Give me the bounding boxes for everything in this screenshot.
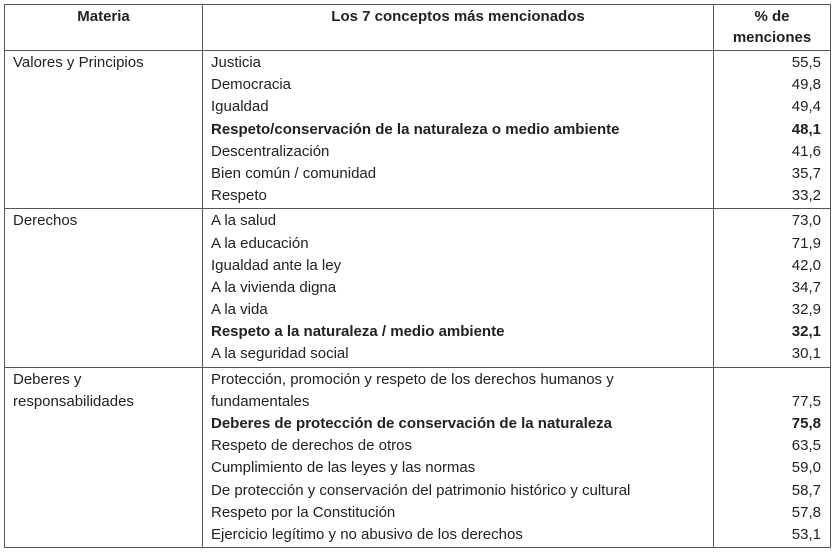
header-materia-label: Materia (77, 8, 130, 25)
percentage-value: 75,8 (791, 415, 821, 432)
percentage-value: 41,6 (791, 142, 821, 160)
table-body (5, 51, 831, 548)
concept-item: Bien común / comunidad (211, 164, 377, 182)
concept-item: A la educación (211, 234, 309, 252)
concept-item: Cumplimiento de las leyes y las normas (211, 459, 476, 477)
concept-item: Respeto por la Constitución (211, 503, 396, 521)
table-container (4, 4, 831, 548)
concept-item: Deberes de protección de conservación de la naturaleza (211, 415, 612, 432)
header-porcentaje-line1: % de (754, 8, 790, 25)
concept-item: fundamentales (211, 392, 310, 410)
percentage-value: 33,2 (791, 187, 821, 205)
concept-item: A la salud (211, 212, 277, 230)
materia-label: Deberes y (13, 370, 82, 388)
materia-cell (5, 367, 203, 548)
percentage-value: 30,1 (791, 345, 821, 363)
concepts-cell (203, 209, 714, 367)
concept-item: Respeto (211, 187, 267, 205)
concepts-cell (203, 367, 714, 548)
header-materia (5, 5, 203, 51)
materia-cell (5, 51, 203, 209)
concept-item: Igualdad ante la ley (211, 256, 342, 274)
percentage-value: 77,5 (791, 392, 821, 410)
concept-item: Ejercicio legítimo y no abusivo de los derechos (211, 525, 523, 543)
header-row (5, 5, 831, 51)
concept-item: Igualdad (211, 98, 269, 116)
values-cell (714, 51, 831, 209)
percentage-value: 49,8 (791, 76, 821, 94)
concept-item: Democracia (211, 76, 292, 94)
table-row (5, 209, 831, 367)
percentage-value: 53,1 (791, 525, 821, 543)
values-cell (714, 209, 831, 367)
concept-item: Respeto/conservación de la naturaleza o medio ambiente (211, 120, 620, 138)
percentage-value: 42,0 (791, 256, 821, 274)
values-cell (714, 367, 831, 548)
percentage-value: 59,0 (791, 459, 821, 477)
materia-cell (5, 209, 203, 367)
percentage-value: 49,4 (791, 98, 821, 116)
mentions-table (4, 4, 831, 548)
materia-label: Valores y Principios (13, 54, 144, 71)
concept-item: Descentralización (211, 142, 330, 160)
percentage-value: 48,1 (791, 120, 821, 138)
percentage-value: 58,7 (791, 481, 821, 499)
header-porcentaje-line2: menciones (732, 29, 812, 46)
materia-label: responsabilidades (13, 392, 134, 410)
percentage-value: 55,5 (791, 54, 821, 71)
concept-item: Respeto a la naturaleza / medio ambiente (211, 323, 505, 341)
header-conceptos-label: Los 7 conceptos más mencionados (331, 8, 585, 25)
concepts-cell (203, 51, 714, 209)
percentage-value: 63,5 (791, 437, 821, 455)
concept-item: Protección, promoción y respeto de los derechos humanos y (211, 370, 614, 388)
percentage-value: 34,7 (791, 278, 821, 296)
table-row (5, 51, 831, 209)
percentage-value: 73,0 (791, 212, 821, 230)
header-conceptos (203, 5, 714, 51)
percentage-value: 32,1 (791, 323, 821, 341)
header-porcentaje (714, 5, 831, 51)
percentage-value: 71,9 (791, 234, 821, 252)
percentage-value: 57,8 (791, 503, 821, 521)
concept-item: Respeto de derechos de otros (211, 437, 412, 455)
concept-item: A la vivienda digna (211, 278, 337, 296)
percentage-value (714, 369, 830, 391)
percentage-value: 35,7 (791, 164, 821, 182)
concept-item: A la vida (211, 301, 268, 319)
concept-item: A la seguridad social (211, 345, 349, 363)
materia-label: Derechos (13, 212, 78, 230)
concept-item: De protección y conservación del patrimonio histórico y cultural (211, 481, 631, 499)
table-row (5, 367, 831, 548)
percentage-value: 32,9 (791, 301, 821, 319)
concept-item: Justicia (211, 54, 262, 71)
